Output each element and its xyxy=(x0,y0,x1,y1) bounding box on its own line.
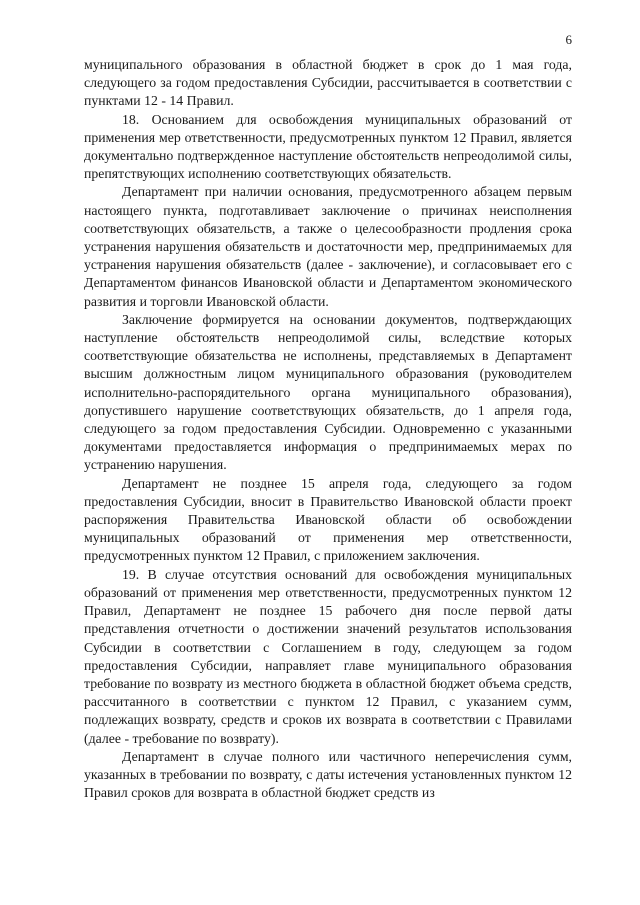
paragraph-item-18: 18. Основанием для освобождения муниципальных образований от применения мер ответственности, предусмотренных пунктом 12 Правил, является документально подтвержденное наступление обстоятельств непреодолимой силы, препятствующих исполнению соответствующих обязательств. xyxy=(84,111,572,182)
paragraph-non-transfer: Департамент в случае полного или частичного неперечисления сумм, указанных в требовании по возврату, с даты истечения установленных пунктом 12 Правил сроков для возврата в областной бюджет средств из xyxy=(84,748,572,801)
paragraph-draft-order: Департамент не позднее 15 апреля года, следующего за годом предоставления Субсидии, вносит в Правительство Ивановской области проект распоряжения Правительства Ивановской области об освобождении муниципальных образований от применения мер ответственности, предусмотренных пунктом 12 Правил, с приложением заключения. xyxy=(84,475,572,564)
paragraph-conclusion-preparation: Департамент при наличии основания, предусмотренного абзацем первым настоящего пункта, подготавливает заключение о причинах неисполнения соответствующих обязательств, а также о целесообразности продления срока устранения нарушения обязательств и достаточности мер, предпринимаемых для устранения нарушения обязательств (далее - заключение), и согласовывает его с Департаментом финансов Ивановской области и Департаментом экономического развития и торговли Ивановской области. xyxy=(84,184,572,309)
page-number: 6 xyxy=(565,32,572,47)
document-body xyxy=(84,56,572,802)
paragraph-continuation: муниципального образования в областной бюджет в срок до 1 мая года, следующего за годом предоставления Субсидии, рассчитывается в соответствии с пунктами 12 - 14 Правил. xyxy=(84,57,572,109)
paragraph-item-19: 19. В случае отсутствия оснований для освобождения муниципальных образований от применения мер ответственности, предусмотренных пунктом 12 Правил, Департамент не позднее 15 рабочего дня после первой даты представления отчетности о достижении значений результатов использования Субсидии в соответствии с Соглашением в году, следующем за годом предоставления Субсидии, направляет главе муниципального образования требование по возврату из местного бюджета в областной бюджет объема средств, рассчитанного в соответствии с пунктом 12 Правил, с указанием сумм, подлежащих возврату, средств и сроков их возврата в соответствии с Правилами (далее - требование по возврату). xyxy=(84,566,572,746)
paragraph-conclusion-formation: Заключение формируется на основании документов, подтверждающих наступление обстоятельств непреодолимой силы, вследствие которых соответствующие обязательства не исполнены, представляемых в Департамент высшим должностным лицом муниципального образования (руководителем исполнительно-распорядительного органа муниципального образования), допустившего нарушение соответствующих обязательств, до 1 апреля года, следующего за годом предоставления Субсидии. Одновременно с указанными документами предоставляется информация о предпринимаемых мерах по устранению нарушения. xyxy=(84,311,572,473)
